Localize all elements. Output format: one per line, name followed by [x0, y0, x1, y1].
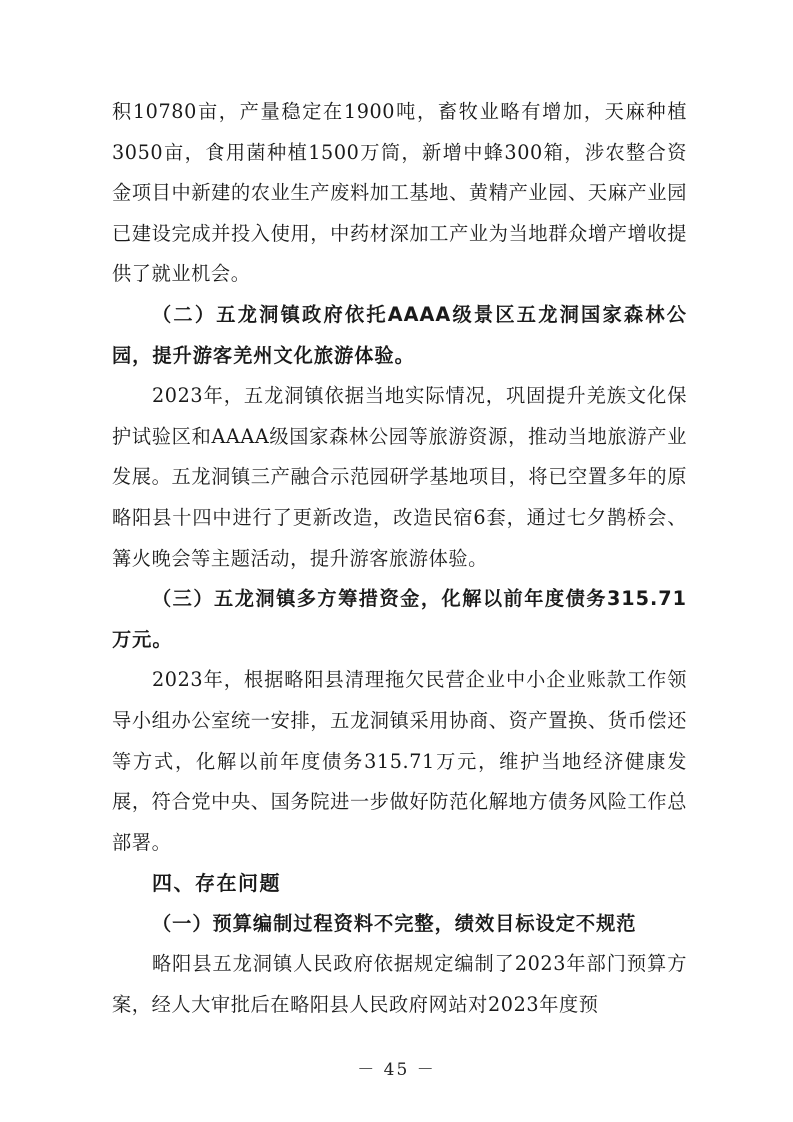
section-heading-problems: 四、存在问题: [152, 871, 281, 896]
paragraph-tourism: 2023年，五龙洞镇依据当地实际情况，巩固提升羌族文化保护试验区和AAAA级国家森林公园等旅游资源，推动当地旅游产业发展。五龙洞镇三产融合示范园研学基地项目，将已空置多年的原略阳县十四中进行了更新改造，改造民宿6套，通过七夕鹊桥会、篝火晚会等主题活动，提升游客旅游体验。: [112, 384, 687, 570]
paragraph-budget-issue: 略阳县五龙洞镇人民政府依据规定编制了2023年部门预算方案，经人大审批后在略阳县人民政府网站对2023年度预: [112, 952, 687, 1017]
page-number: － 45 －: [357, 1060, 436, 1080]
subheading-budget-issue: （一）预算编制过程资料不完整，绩效目标设定不规范: [152, 911, 637, 935]
document-body: [112, 92, 687, 1026]
subheading-tourism: （二）五龙洞镇政府依托AAAA级景区五龙洞国家森林公园，提升游客羌州文化旅游体验。: [112, 302, 687, 367]
subheading-debt: （三）五龙洞镇多方筹措资金，化解以前年度债务315.71万元。: [112, 587, 687, 651]
paragraph-debt: 2023年，根据略阳县清理拖欠民营企业中小企业账款工作领导小组办公室统一安排，五龙洞镇采用协商、资产置换、货币偿还等方式，化解以前年度债务315.71万元，维护当地经济健康发展，符合党中央、国务院进一步做好防范化解地方债务风险工作总部署。: [112, 668, 687, 854]
paragraph-output-summary: 积10780亩，产量稳定在1900吨，畜牧业略有增加，天麻种植3050亩，食用菌种植1500万筒，新增中蜂300箱，涉农整合资金项目中新建的农业生产废料加工基地、黄精产业园、天麻产业园已建设完成并投入使用，中药材深加工产业为当地群众增产增收提供了就业机会。: [112, 100, 687, 286]
